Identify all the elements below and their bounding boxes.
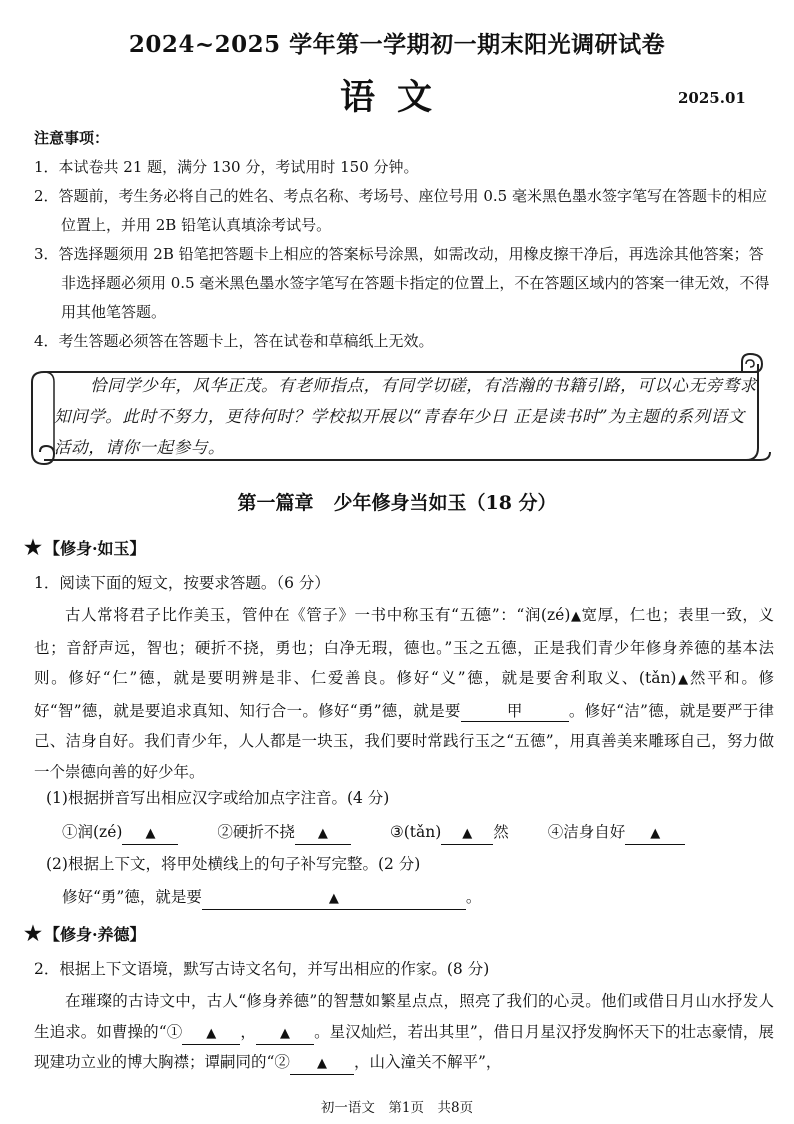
- triangle-marker-icon: ▲: [676, 672, 690, 687]
- notes-block: [34, 124, 774, 356]
- note-item: 4．考生答题必须答在答题卡上，答在试卷和草稿纸上无效。: [34, 332, 434, 350]
- fill-row: [62, 820, 719, 845]
- passage-text: 然平和。修好“智”德，就是要追求真知、知行合一。修好“勇”德，就是要: [34, 669, 775, 720]
- section-1-heading: [24, 535, 146, 559]
- fill-suffix: 然: [493, 823, 509, 841]
- triangle-marker-icon: ▲: [206, 1025, 217, 1041]
- intro-scroll-text: 恰同学少年，风华正茂。有老师指点，有同学切磋，有浩瀚的书籍引路，可以心无旁骛求知问学。此时不努力，更待何时？学校拟开展以“青春年少日 正是读书时”为主题的系列语文活动，请你一起参与。: [54, 376, 757, 457]
- passage-text: 。修好“洁”德，就是要严于律己、洁身自好。我们青少年，人人都是一块玉，我们要时常践行玉之“五德”，用真善美来雕琢自己，努力做一个崇德向善的好少年。: [34, 701, 774, 781]
- fill-label: ②硬折不挠: [217, 823, 295, 841]
- answer-blank[interactable]: [256, 1022, 314, 1045]
- answer-blank[interactable]: [290, 1052, 354, 1075]
- section-2-heading: [24, 921, 146, 945]
- notes-heading: 注意事项：: [34, 129, 110, 147]
- passage-text: 古人常将君子比作美玉，管仲在《管子》一书中称玉有“五德”：“润(zé): [65, 606, 571, 624]
- fill-item-2: [217, 823, 351, 841]
- passage-text: 。星汉灿烂，若出其里”，借日月星汉抒发胸怀天下的壮志豪情，展现建功立业的博大胸襟；谭嗣同的“②: [34, 1022, 774, 1071]
- passage-text: 在璀璨的古诗文中，古人“修身养德”的智慧如繁星点点，照亮了我们的心灵。他们或借日月山水抒发人生追求。如曹操的“①: [34, 992, 774, 1041]
- triangle-marker-icon: ▲: [462, 826, 473, 841]
- intro-scroll: [30, 352, 772, 474]
- triangle-marker-icon: ▲: [570, 609, 582, 624]
- fill-sentence-row: [62, 885, 481, 910]
- answer-blank-long[interactable]: [202, 887, 466, 910]
- triangle-marker-icon: ▲: [317, 826, 328, 841]
- answer-blank[interactable]: [122, 822, 178, 845]
- section-2-label: 【修身·养德】: [43, 925, 146, 944]
- question-1: 1．阅读下面的短文，按要求答题。（6 分）: [34, 574, 330, 592]
- answer-blank[interactable]: [295, 822, 351, 845]
- page-footer: 初一语文 第1页 共8页: [320, 1100, 474, 1116]
- chapter-title: 少年修身当如玉（18 分）: [333, 492, 557, 514]
- fill-label: ③(tǎn): [389, 823, 442, 841]
- fill-label: ①润(zé): [62, 823, 123, 841]
- answer-blank[interactable]: [625, 822, 685, 845]
- note-item: 1．本试卷共 21 题，满分 130 分，考试用时 150 分钟。: [34, 158, 419, 176]
- blank-jia[interactable]: 甲: [461, 701, 569, 722]
- question-1-passage: [34, 600, 774, 787]
- passage-text: ，: [240, 1022, 256, 1041]
- fill-item-3: [390, 823, 509, 841]
- answer-blank[interactable]: [441, 822, 493, 845]
- subject-title: 语文: [339, 77, 454, 118]
- star-icon: ★: [24, 535, 42, 559]
- exam-date: 2025.01: [678, 89, 746, 107]
- sub-question-2: (2)根据上下文，将甲处横线上的句子补写完整。(2 分): [46, 855, 421, 873]
- question-2-passage: [34, 986, 774, 1078]
- triangle-marker-icon: ▲: [279, 1025, 290, 1041]
- fill-item-4: [548, 823, 686, 841]
- star-icon: ★: [24, 921, 42, 945]
- fill-label: ④洁身自好: [547, 823, 626, 841]
- fill-suffix: 。: [465, 888, 482, 906]
- note-item: 2．答题前，考生务必将自己的姓名、考点名称、考场号、座位号用 0.5 毫米黑色墨水签字笔写在答题卡的相应位置上，并用 2B 铅笔认真填涂考试号。: [34, 187, 767, 234]
- passage-text: 宽厚，仁也；表里一致，义也；音舒声远，智也；硬折不挠，勇也；白净无瑕，德也。”玉之五德，正是我们青少年修身养德的基本法则。修好“仁”德，就是要明辨是非、仁爱善良。修好“义”德，就是要舍利取义、(tǎn): [34, 606, 774, 687]
- exam-title: 2024~2025 学年第一学期初一期末阳光调研试卷: [128, 31, 666, 58]
- section-1-label: 【修身·如玉】: [43, 539, 146, 558]
- note-item: 3．答选择题须用 2B 铅笔把答题卡上相应的答案标号涂黑，如需改动，用橡皮擦干净后，再选涂其他答案；答非选择题必须用 0.5 毫米黑色墨水签字笔写在答题卡指定的位置上，不在答题区域内的答案一律无效，不得用其他笔答题。: [34, 245, 770, 321]
- triangle-marker-icon: ▲: [145, 826, 156, 841]
- passage-text: ，山入潼关不解平”，: [353, 1053, 502, 1071]
- sub-question-1: (1)根据拼音写出相应汉字或给加点字注音。(4 分): [46, 789, 390, 807]
- triangle-marker-icon: ▲: [328, 891, 339, 906]
- triangle-marker-icon: ▲: [316, 1056, 327, 1071]
- chapter-heading: [0, 488, 794, 515]
- chapter-name: 第一篇章: [237, 492, 314, 514]
- fill-item-1: [62, 823, 178, 841]
- question-2: 2．根据上下文语境，默写古诗文名句，并写出相应的作家。(8 分): [34, 960, 490, 978]
- fill-prefix: 修好“勇”德，就是要: [62, 888, 202, 906]
- triangle-marker-icon: ▲: [650, 826, 661, 841]
- answer-blank[interactable]: [182, 1022, 240, 1045]
